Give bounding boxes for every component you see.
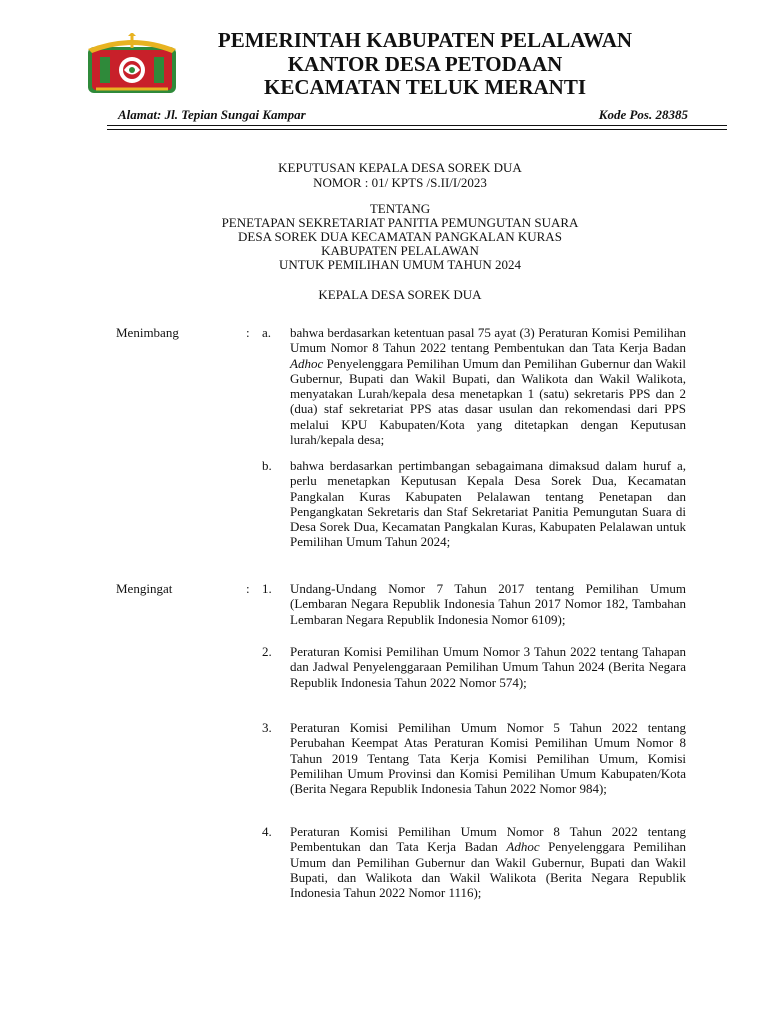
decree-subject-line-1: PENETAPAN SEKRETARIAT PANITIA PEMUNGUTAN SUARA (221, 215, 579, 230)
menimbang-label: Menimbang (116, 325, 179, 340)
decree-number: NOMOR : 01/ KPTS /S.II/I/2023 (313, 175, 487, 190)
letterhead-rule-thin (107, 129, 727, 130)
mengingat-item-2: Peraturan Komisi Pemilihan Umum Nomor 3 Tahun 2022 tentang Tahapan dan Jadwal Penyelenggaraan Pemilihan Umum Tahun 2024 (Berita Negara Republik Indonesia Tahun 2022 Nomor 574); (290, 644, 686, 690)
mengingat-marker-4: 4. (262, 824, 272, 839)
decree-title: KEPUTUSAN KEPALA DESA SOREK DUA (278, 160, 522, 175)
mengingat-label: Mengingat (116, 581, 173, 596)
pelalawan-regency-emblem-icon (86, 33, 178, 95)
menimbang-item-b: bahwa berdasarkan pertimbangan sebagaimana dimaksud dalam huruf a, perlu menetapkan Keputusan Kepala Desa Sorek Dua, Kecamatan Pangkalan Kuras Kabupaten Pelalawan tentang Penetapan dan Pengangkatan Sekretaris dan Staf Sekretariat Panitia Pemungutan Suara di Desa Sorek Dua, Kecamatan Pangkalan Kuras, Kabupaten Pelalawan untuk Pemilihan Umum Tahun 2024; (290, 458, 686, 550)
decree-subject-line-2: DESA SOREK DUA KECAMATAN PANGKALAN KURAS (238, 229, 562, 244)
mengingat-item-1: Undang-Undang Nomor 7 Tahun 2017 tentang Pemilihan Umum (Lembaran Negara Republik Indonesia Tahun 2017 Nomor 182, Tambahan Lembaran Negara Republik Indonesia Nomor 6109); (290, 581, 686, 627)
mengingat-colon: : (246, 581, 250, 596)
letterhead-rule-thick (107, 125, 727, 126)
menimbang-marker-b: b. (262, 458, 272, 473)
letterhead-office: KANTOR DESA PETODAAN (287, 52, 563, 76)
letterhead-postal-code: Kode Pos. 28385 (598, 107, 688, 122)
decree-tentang: TENTANG (369, 201, 431, 216)
mengingat-marker-1: 1. (262, 581, 272, 596)
decree-issuer: KEPALA DESA SOREK DUA (318, 287, 482, 302)
mengingat-marker-2: 2. (262, 644, 272, 659)
mengingat-item-4: Peraturan Komisi Pemilihan Umum Nomor 8 Tahun 2022 tentang Pembentukan dan Tata Kerja Badan Adhoc Penyelenggara Pemilihan Umum dan Pemilihan Gubernur dan Wakil Gubernur, Bupati dan Wakil Bupati, dan Walikota dan Wakil Walikota (Berita Negara Republik Indonesia Tahun 2022 Nomor 1116); (290, 824, 686, 901)
menimbang-item-a: bahwa berdasarkan ketentuan pasal 75 ayat (3) Peraturan Komisi Pemilihan Umum Nomor 8 Tahun 2022 tentang Pembentukan dan Tata Kerja Badan Adhoc Penyelenggara Pemilihan Umum dan Pemilihan Gubernur dan Wakil Gubernur, Bupati dan Wakil Bupati, dan Walikota dan Wakil Walikota, menyatakan Lurah/kepala desa menetapkan 1 (satu) sekretaris PPS dan 2 (dua) staf sekretariat PPS atas dasar usulan dan rekomendasi dari PPS melalui KPU Kabupaten/Kota yang ditetapkan dengan Keputusan lurah/kepala desa; (290, 325, 686, 448)
letterhead-government: PEMERINTAH KABUPATEN PELALAWAN (217, 28, 633, 52)
menimbang-colon: : (246, 325, 250, 340)
mengingat-marker-3: 3. (262, 720, 272, 735)
letterhead-address: Alamat: Jl. Tepian Sungai Kampar (118, 107, 306, 122)
letterhead-district: KECAMATAN TELUK MERANTI (263, 75, 587, 99)
mengingat-item-3: Peraturan Komisi Pemilihan Umum Nomor 5 Tahun 2022 tentang Perubahan Keempat Atas Peraturan Komisi Pemilihan Umum Nomor 8 Tahun 2019 Tentang Tata Kerja Komisi Pemilihan Umum, Komisi Pemilihan Umum Provinsi dan Komisi Pemilihan Umum Kabupaten/Kota (Berita Negara Republik Indonesia Tahun 2022 Nomor 984); (290, 720, 686, 797)
menimbang-marker-a: a. (262, 325, 272, 340)
decree-subject-line-4: UNTUK PEMILIHAN UMUM TAHUN 2024 (278, 257, 522, 272)
decree-subject-line-3: KABUPATEN PELALAWAN (321, 243, 479, 258)
